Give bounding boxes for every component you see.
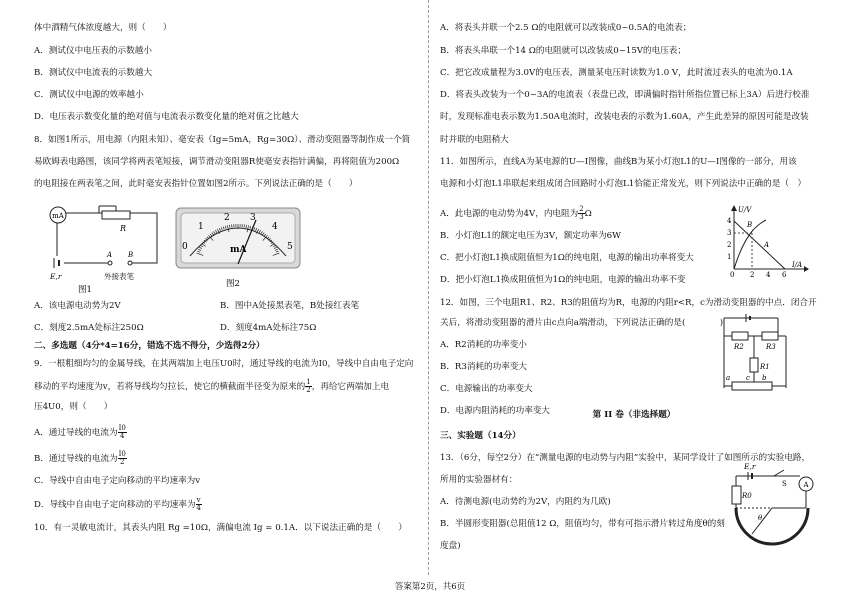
graph-xtick-2: 2 <box>750 271 755 277</box>
graph-ylabel: U/V <box>738 206 752 214</box>
graph-ytick-3: 3 <box>727 229 732 237</box>
fig1-a-label: A <box>107 251 113 259</box>
q10-option-a: A．将表头并联一个2.5 Ω的电阻就可以改装成0~0.5A的电流表； <box>440 23 692 33</box>
graph-b-label: B <box>747 221 753 229</box>
q11-option-d: D．把小灯泡L1换成阻值恒为1Ω的纯电阻，电源的输出功率不变 <box>440 275 686 285</box>
q12-option-b: B．R3消耗的功率变大 <box>440 362 528 372</box>
q8-option-a: A．该电源电动势为2V <box>34 301 121 311</box>
q8-stem-line2: 易欧姆表电路图，该同学将两表笔短接，调节滑动变阻器R使毫安表指针满偏，再将阻值为200Ω <box>34 157 400 167</box>
q11-stem-line2: 电源和小灯泡L1串联起来组成闭合回路时小灯泡L1恰能正常发光，则下列说法中正确的是（ ） <box>440 179 807 189</box>
q13-stem-line1: 13．（6分，每空2分）在“测量电源的电动势与内阻”实验中，某同学设计了如图所示的实验电路， <box>440 453 811 463</box>
fig1-probe-label: 外接表笔 <box>104 272 134 281</box>
fig1-b-label: B <box>128 251 134 259</box>
section-2-heading: 二、多选题（4分*4=16分，错选不选不得分，少选得2分） <box>34 341 265 351</box>
q13-r0-label: R0 <box>742 492 752 500</box>
q12-a-label: a <box>726 374 731 382</box>
q12-stem-line1: 12．如图，三个电阻R1、R2、R3的阻值均为R，电源的内阻r<R，c为滑动变阻器的中点．闭合开 <box>440 298 817 308</box>
dial-tick-1: 1 <box>198 222 204 232</box>
fig1-caption: 图1 <box>78 285 92 293</box>
q13-option-b-line2: 度盘) <box>440 541 461 551</box>
q12-r3-label: R3 <box>766 343 776 351</box>
q12-c-label: c <box>746 374 750 382</box>
q11-option-a: A．此电源的电动势为4V，内电阻为 $\frac{2}{3}$ Ω <box>440 205 592 221</box>
figure-1-ohmmeter-circuit <box>44 201 164 293</box>
q13-circuit <box>722 460 822 566</box>
q9-stem-line3: 压4U0，则（ ） <box>34 402 113 412</box>
q11-stem-line1: 11．如图所示，直线A为某电源的U—I图像，曲线B为某小灯泡L1的U—I图像的一部分，用该 <box>440 157 797 167</box>
q13-s-label: S <box>782 480 787 488</box>
q8-option-c: C．刻度2.5mA处标注250Ω <box>34 323 144 333</box>
part-2-heading: 第 II 卷（非选择题） <box>592 410 676 420</box>
q13-option-b-line1: B．半圆形变阻器(总阻值12 Ω，阻值均匀，带有可指示滑片转过角度θ的刻 <box>440 519 725 529</box>
q12-option-c: C．电源输出的功率变大 <box>440 384 533 394</box>
dial-tick-4: 4 <box>272 222 278 232</box>
fig1-ma-label: mA <box>52 212 64 220</box>
q9-option-a: A．通过导线的电流为 $\frac{I0}{4}$ <box>34 424 126 440</box>
q11-option-c: C．把小灯泡L1换成阻值恒为1Ω的纯电阻，电源的输出功率将变大 <box>440 253 694 263</box>
q9-option-d: D．导线中自由电子定向移动的平均速率为 $\frac{v}{4}$ <box>34 496 201 512</box>
q7-stem-end: 体中酒精气体浓度越大，则（ ） <box>34 23 172 33</box>
graph-ytick-4: 4 <box>727 217 732 225</box>
q10-option-d-line3: 时并联的电阻稍大 <box>440 135 509 145</box>
dial-unit: mA <box>230 245 247 255</box>
graph-ytick-2: 2 <box>727 241 732 249</box>
q7-option-a: A．测试仪中电压表的示数越小 <box>34 46 152 56</box>
q13-er-label: E,r <box>744 462 756 471</box>
q8-option-d: D．刻度4mA处标注75Ω <box>220 323 317 333</box>
q12-option-d: D．电源内阻消耗的功率变大 <box>440 406 551 416</box>
q10-option-d-line2: 时，发现标准电表示数为1.50A电流时，改装电表的示数为1.60A，产生此差异的原因可能是改装 <box>440 112 809 122</box>
graph-a-label: A <box>764 241 770 249</box>
q13-stem-line2: 所用的实验器材有： <box>440 475 518 485</box>
q8-option-b: B．图中A处接黑表笔，B处接红表笔 <box>220 301 360 311</box>
figure-2-milliammeter-dial <box>174 206 304 290</box>
q12-circuit <box>702 312 812 396</box>
dial-tick-2: 2 <box>224 213 230 223</box>
q13-theta-label: θ <box>758 514 763 522</box>
q8-stem-line3: 的电阻接在两表笔之间，此时毫安表指针位置如图2所示。下列说法正确的是（ ） <box>34 179 358 189</box>
graph-xtick-0: 0 <box>730 271 735 277</box>
graph-xtick-6: 6 <box>782 271 787 277</box>
q10-option-d-line1: D．将表头改装为一个0~3A的电流表（表盘已改，即满偏时指针所指位置已标上3A）后进行校准 <box>440 90 810 100</box>
q7-option-c: C．测试仪中电源的效率越小 <box>34 90 144 100</box>
q12-stem-line2: 关后，将滑动变阻器的滑片由c点向a端滑动，下列说法正确的是( ) <box>440 318 724 328</box>
dial-tick-5: 5 <box>287 242 293 252</box>
dial-tick-0: 0 <box>182 242 188 252</box>
q9-option-c: C．导线中自由电子定向移动的平均速率为v <box>34 476 201 486</box>
graph-xtick-4: 4 <box>766 271 771 277</box>
right-column <box>440 0 828 590</box>
fig1-er-label: E,r <box>50 272 62 281</box>
q12-b-label: b <box>762 374 767 382</box>
q13-ammeter-label: A <box>803 481 809 489</box>
left-column <box>34 0 420 590</box>
q9-stem-line1: 9．一根粗细均匀的金属导线，在其两端加上电压U0时，通过导线的电流为I0，导线中自由电子定向 <box>34 359 414 369</box>
q9-stem-line2: 移动的平均速度为v，若将导线均匀拉长，使它的横截面半径变为原来的 $\frac{1}{2}$ ，再给它两端加上电 <box>34 378 390 394</box>
q12-option-a: A．R2消耗的功率变小 <box>440 340 527 350</box>
fig2-caption: 图2 <box>226 279 240 289</box>
q10-option-b: B．将表头串联一个14 Ω的电阻就可以改装成0~15V的电压表； <box>440 46 686 56</box>
q7-option-d: D．电压表示数变化量的绝对值与电流表示数变化量的绝对值之比越大 <box>34 112 299 122</box>
column-divider <box>428 0 429 575</box>
q9-option-b: B．通过导线的电流为 $\frac{I0}{2}$ <box>34 450 126 466</box>
dial-tick-3: 3 <box>250 213 256 223</box>
q8-stem-line1: 8．如图1所示，用电源（内阻未知）、毫安表（Ig=5mA，Rg=30Ω）、滑动变阻器等制作成一个简 <box>34 135 411 145</box>
q11-option-b: B．小灯泡L1的额定电压为3V，额定功率为6W <box>440 231 621 241</box>
page-footer: 答案第2页，共6页 <box>394 582 466 592</box>
q11-ui-graph <box>720 203 810 277</box>
q12-r1-label: R1 <box>760 363 770 371</box>
line-a <box>734 221 785 269</box>
section-3-heading: 三、实验题（14分） <box>440 431 521 441</box>
q12-r2-label: R2 <box>734 343 744 351</box>
q13-semicircle-rheostat <box>736 508 808 544</box>
graph-ytick-1: 1 <box>727 253 732 261</box>
graph-xlabel: I/A <box>792 261 803 269</box>
q10-option-c: C．把它改成量程为3.0V的电压表，测量某电压时读数为1.0 V，此时流过表头的电流为0.1A <box>440 68 793 78</box>
q9-fraction-half: $\frac{1}{2}$ <box>306 378 311 394</box>
q13-option-a: A．待测电源(电动势约为2V，内阻约为几欧) <box>440 497 611 507</box>
fig1-r-label: R <box>120 224 127 233</box>
q7-option-b: B．测试仪中电流表的示数越大 <box>34 68 153 78</box>
q10-stem: 10．有一灵敏电流计，其表头内阻 Rg =10Ω，满偏电流 Ig = 0.1A．以下说法正确的是（ ） <box>34 523 407 533</box>
